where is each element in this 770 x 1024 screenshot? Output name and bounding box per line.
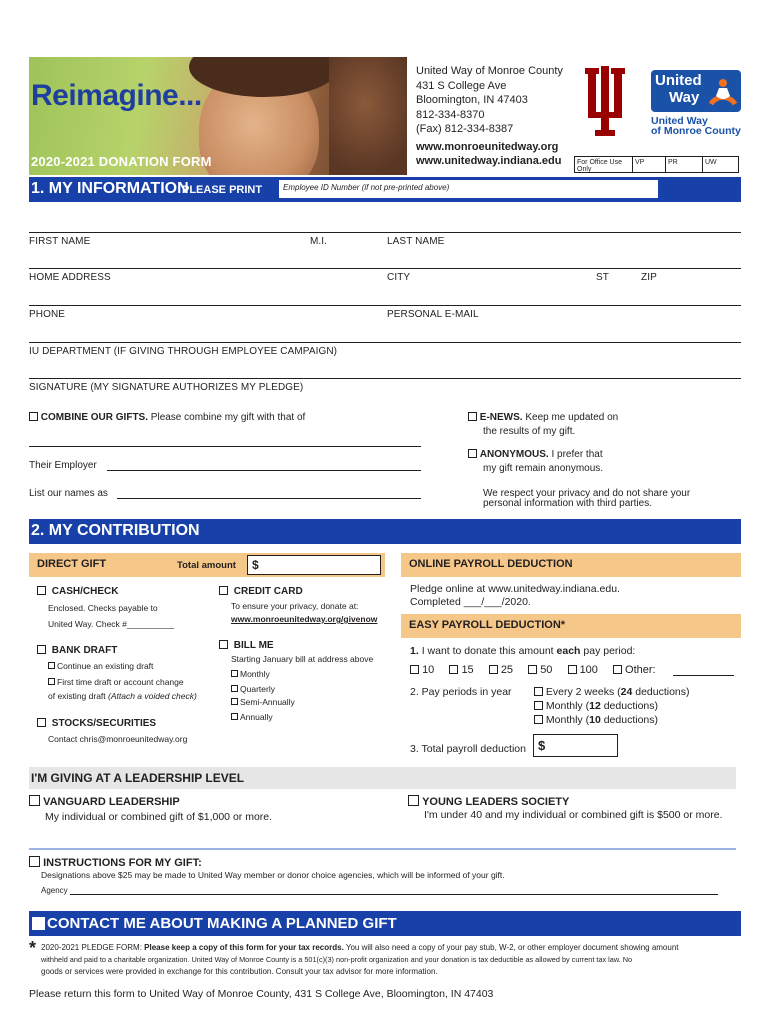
- step1-each: each: [556, 645, 581, 657]
- planned-gift-bar: [29, 911, 741, 936]
- agency-line[interactable]: [70, 894, 718, 895]
- section2-header: [29, 519, 741, 544]
- period-24-b: 24: [620, 686, 633, 698]
- header-photo: [29, 57, 407, 175]
- amount-15-label: 15: [461, 664, 474, 676]
- divider-signature: [29, 378, 741, 379]
- bill-monthly-text: Monthly: [240, 669, 270, 679]
- anonymous-option[interactable]: [468, 449, 603, 460]
- section1-title: 1. MY INFORMATION: [31, 180, 189, 197]
- office-vp[interactable]: VP: [633, 157, 666, 172]
- amount-other-line[interactable]: [673, 675, 734, 676]
- credit-card-checkbox[interactable]: [219, 586, 228, 595]
- total-payroll-field[interactable]: [533, 734, 618, 757]
- step1-text: [410, 645, 635, 657]
- uw-caption-1: United Way: [651, 115, 708, 127]
- period-10[interactable]: [534, 714, 658, 726]
- step2-label: 2. Pay periods in year: [410, 686, 512, 698]
- amount-25-label: 25: [500, 664, 514, 676]
- total-amount-dollar: $: [252, 558, 259, 572]
- amount-50[interactable]: [528, 664, 552, 676]
- anonymous-text: I prefer that: [551, 449, 603, 460]
- divider-dept: [29, 342, 741, 343]
- footnote-prefix: 2020-2021 PLEDGE FORM:: [41, 943, 142, 952]
- cash-check-text-2: United Way. Check #__________: [48, 619, 175, 629]
- period-12[interactable]: [534, 700, 658, 712]
- adult-figure: [329, 57, 407, 175]
- divider-address: [29, 268, 741, 269]
- vanguard-label: VANGUARD LEADERSHIP: [43, 796, 180, 808]
- young-leaders-text: I'm under 40 and my individual or combined gift is $500 or more.: [424, 809, 723, 821]
- vanguard-text: My individual or combined gift of $1,000 or more.: [45, 811, 273, 823]
- agency-label: Agency: [41, 886, 68, 895]
- footnote-line-3: goods or services were provided in exchange for this contribution. Consult your tax advisor for more information.: [41, 967, 438, 976]
- enews-text-2: the results of my gift.: [483, 426, 576, 437]
- enews-text: Keep me updated on: [525, 412, 619, 423]
- phone-field[interactable]: PHONE: [29, 309, 66, 320]
- bank-continue-text: Continue an existing draft: [57, 661, 154, 671]
- period-12-checkbox[interactable]: [534, 701, 543, 710]
- step3-label: 3. Total payroll deduction: [410, 743, 526, 755]
- stocks-checkbox[interactable]: [37, 718, 46, 727]
- org-fax: (Fax) 812-334-8387: [416, 123, 514, 135]
- uw-logo-text-2: Way: [669, 89, 700, 106]
- state-field[interactable]: ST: [596, 272, 609, 283]
- credit-card-option[interactable]: [219, 586, 303, 597]
- org-address-block: [416, 64, 563, 169]
- bill-me-text: Starting January bill at address above: [231, 654, 374, 664]
- amount-50-label: 50: [540, 664, 553, 676]
- bill-opt-semiannual[interactable]: [231, 697, 295, 707]
- total-amount-label: Total amount: [177, 560, 236, 571]
- instructions-checkbox[interactable]: [29, 856, 40, 867]
- leadership-divider: [29, 848, 736, 850]
- period-10-checkbox[interactable]: [534, 715, 543, 724]
- bill-annually-checkbox[interactable]: [231, 713, 238, 720]
- amount-25-checkbox[interactable]: [489, 665, 498, 674]
- bill-semiannual-text: Semi-Annually: [240, 697, 295, 707]
- first-name-field[interactable]: FIRST NAME: [29, 236, 91, 247]
- period-12-c: deductions): [600, 700, 658, 712]
- planned-gift-checkbox[interactable]: [32, 917, 45, 930]
- footnote-star: *: [29, 938, 37, 958]
- bill-me-label: BILL ME: [233, 640, 274, 651]
- total-amount-field[interactable]: [247, 555, 381, 575]
- amount-10[interactable]: [410, 664, 434, 676]
- footnote-line-2: withheld and paid to a charitable organization. United Way of Monroe County is a 501(c)(3) non-profit organization and your donation is tax deductible as allowed by current tax law. No: [41, 955, 633, 964]
- credit-card-label: CREDIT CARD: [233, 586, 303, 597]
- org-city: Bloomington, IN 47403: [416, 94, 528, 106]
- org-phone: 812-334-8370: [416, 108, 485, 121]
- bank-opt-continue[interactable]: [48, 661, 153, 671]
- uw-caption-2: of Monroe County: [651, 125, 741, 137]
- instructions-text: Designations above $25 may be made to United Way member or donor choice agencies, which will be informed of your gift.: [41, 870, 505, 880]
- iu-department-field[interactable]: IU DEPARTMENT (IF GIVING THROUGH EMPLOYEE CAMPAIGN): [29, 346, 338, 357]
- online-payroll-text-2: Completed ___/___/2020.: [410, 596, 531, 608]
- online-payroll-bar: [401, 553, 741, 577]
- step1-number: 1.: [410, 645, 419, 657]
- step1-text-b: pay period:: [583, 645, 636, 657]
- stocks-label: STOCKS/SECURITIES: [51, 718, 157, 729]
- employee-id-placeholder: Employee ID Number (if not pre-printed above): [283, 183, 450, 192]
- form-title: 2020-2021 DONATION FORM: [31, 154, 212, 169]
- bank-first-text: First time draft or account change: [57, 677, 184, 687]
- footnote-rest: You will also need a copy of your pay stub, W-2, or other employer document showing amount: [345, 943, 679, 952]
- combine-name-line[interactable]: [29, 446, 421, 447]
- online-payroll-text-1: Pledge online at www.unitedway.indiana.edu.: [410, 583, 620, 595]
- section2-title: 2. MY CONTRIBUTION: [31, 522, 200, 539]
- instructions-option[interactable]: [29, 856, 202, 869]
- easy-payroll-label: EASY PAYROLL DEDUCTION*: [409, 619, 566, 631]
- section1-subtitle: PLEASE PRINT: [182, 184, 263, 196]
- bank-voided-check-note: (Attach a voided check): [108, 691, 197, 701]
- bank-draft-checkbox[interactable]: [37, 645, 46, 654]
- office-uw[interactable]: UW: [705, 159, 717, 166]
- bank-first-checkbox[interactable]: [48, 678, 55, 685]
- combine-checkbox[interactable]: [29, 412, 38, 421]
- section1-header: [29, 177, 741, 202]
- org-street: 431 S College Ave: [416, 79, 507, 92]
- leadership-bar: [29, 767, 736, 789]
- office-use-box: [574, 156, 739, 173]
- period-24-a: Every 2 weeks (: [545, 686, 621, 698]
- uw-logo-text-1: United: [655, 72, 702, 89]
- privacy-line-1: We respect your privacy and do not share your: [483, 488, 691, 499]
- cash-check-label: CASH/CHECK: [51, 586, 119, 597]
- bill-me-checkbox[interactable]: [219, 640, 228, 649]
- anonymous-label: ANONYMOUS.: [479, 449, 549, 460]
- credit-card-link[interactable]: www.monroeunitedway.org/givenow: [231, 614, 378, 624]
- bank-opt-first[interactable]: [48, 677, 184, 687]
- bank-draft-label: BANK DRAFT: [51, 645, 118, 656]
- period-12-b: 12: [589, 700, 601, 712]
- young-leaders-label: YOUNG LEADERS SOCIETY: [422, 796, 570, 808]
- period-10-a: Monthly (: [545, 714, 590, 726]
- bill-opt-annually[interactable]: [231, 712, 273, 722]
- org-name: United Way of Monroe County: [416, 65, 563, 77]
- org-website[interactable]: www.monroeunitedway.org: [416, 140, 559, 153]
- vanguard-checkbox[interactable]: [29, 795, 40, 806]
- stocks-contact[interactable]: Contact chris@monroeunitedway.org: [48, 734, 188, 744]
- enews-label: E-NEWS.: [479, 412, 523, 423]
- online-payroll-label: ONLINE PAYROLL DEDUCTION: [409, 558, 573, 570]
- period-10-b: 10: [589, 714, 601, 726]
- bill-annually-text: Annually: [240, 712, 273, 722]
- their-employer-label: Their Employer: [29, 460, 97, 471]
- united-way-logo: [651, 70, 741, 112]
- signature-field[interactable]: SIGNATURE (MY SIGNATURE AUTHORIZES MY PLEDGE): [29, 382, 304, 393]
- amount-10-checkbox[interactable]: [410, 665, 419, 674]
- divider-phone: [29, 305, 741, 306]
- privacy-line-2: personal information with third parties.: [483, 498, 652, 509]
- bill-quarterly-text: Quarterly: [240, 684, 275, 694]
- combine-gifts-option[interactable]: [29, 412, 305, 423]
- list-names-line[interactable]: [117, 498, 421, 499]
- bill-semiannual-checkbox[interactable]: [231, 698, 238, 705]
- last-name-field[interactable]: LAST NAME: [387, 236, 445, 247]
- bank-continue-checkbox[interactable]: [48, 662, 55, 669]
- iu-logo: [577, 62, 633, 136]
- vanguard-option[interactable]: [29, 795, 180, 808]
- instructions-title: INSTRUCTIONS FOR MY GIFT:: [43, 857, 202, 869]
- bill-opt-quarterly[interactable]: [231, 684, 275, 694]
- young-leaders-option[interactable]: [408, 795, 569, 808]
- footnote-line-1: [41, 943, 679, 952]
- period-24-checkbox[interactable]: [534, 687, 543, 696]
- list-names-label: List our names as: [29, 488, 108, 499]
- zip-field[interactable]: ZIP: [641, 272, 657, 283]
- office-use-label: For Office Use Only: [575, 157, 633, 172]
- direct-gift-bar: [29, 553, 385, 577]
- young-leaders-checkbox[interactable]: [408, 795, 419, 806]
- planned-gift-title: CONTACT ME ABOUT MAKING A PLANNED GIFT: [47, 915, 397, 932]
- cash-check-checkbox[interactable]: [37, 586, 46, 595]
- enews-option[interactable]: [468, 412, 618, 423]
- easy-payroll-bar: [401, 614, 741, 638]
- period-24[interactable]: [534, 686, 690, 698]
- city-field[interactable]: CITY: [387, 272, 411, 283]
- amount-100-label: 100: [579, 664, 598, 676]
- bank-opt-first-2: [48, 691, 197, 701]
- iu-website[interactable]: www.unitedway.indiana.edu: [416, 155, 562, 167]
- combine-text: Please combine my gift with that of: [150, 412, 306, 423]
- employee-id-field[interactable]: [279, 180, 658, 198]
- amount-50-checkbox[interactable]: [528, 665, 537, 674]
- email-field[interactable]: PERSONAL E-MAIL: [387, 309, 479, 320]
- amount-100-checkbox[interactable]: [568, 665, 577, 674]
- bill-me-option[interactable]: [219, 640, 274, 651]
- bank-draft-option[interactable]: [37, 645, 117, 656]
- bill-opt-monthly[interactable]: [231, 669, 270, 679]
- bill-quarterly-checkbox[interactable]: [231, 685, 238, 692]
- amount-25[interactable]: [489, 664, 513, 676]
- office-pr[interactable]: PR: [666, 157, 703, 172]
- amount-other-checkbox[interactable]: [613, 665, 622, 674]
- amount-100[interactable]: [568, 664, 598, 676]
- bill-monthly-checkbox[interactable]: [231, 670, 238, 677]
- anonymous-checkbox[interactable]: [468, 449, 477, 458]
- headline: Reimagine...: [31, 79, 202, 112]
- step1-text-a: I want to donate this amount: [421, 645, 554, 657]
- total-payroll-dollar: $: [538, 738, 546, 753]
- footnote-bold: Please keep a copy of this form for your tax records.: [144, 943, 344, 952]
- amount-options: [410, 664, 656, 676]
- amount-other[interactable]: [613, 664, 656, 676]
- divider-name: [29, 232, 741, 233]
- period-12-a: Monthly (: [545, 700, 590, 712]
- combine-label: COMBINE OUR GIFTS.: [40, 412, 149, 423]
- amount-15[interactable]: [449, 664, 473, 676]
- bank-first-text-2: of existing draft: [48, 691, 106, 701]
- amount-10-label: 10: [422, 664, 435, 676]
- credit-card-text: To ensure your privacy, donate at:: [231, 601, 359, 611]
- leadership-title: I'M GIVING AT A LEADERSHIP LEVEL: [31, 771, 245, 785]
- return-instructions: Please return this form to United Way of Monroe County, 431 S College Ave, Bloomington, IN 47403: [29, 988, 494, 1000]
- cash-check-text-1: Enclosed. Checks payable to: [48, 603, 158, 613]
- period-10-c: deductions): [600, 714, 658, 726]
- amount-15-checkbox[interactable]: [449, 665, 458, 674]
- stocks-option[interactable]: [37, 718, 156, 729]
- uw-hand-icon: [707, 74, 739, 108]
- amount-other-label: Other:: [625, 664, 656, 676]
- cash-check-option[interactable]: [37, 586, 118, 597]
- enews-checkbox[interactable]: [468, 412, 477, 421]
- their-employer-line[interactable]: [107, 470, 421, 471]
- home-address-field[interactable]: HOME ADDRESS: [29, 272, 111, 283]
- anonymous-text-2: my gift remain anonymous.: [483, 463, 604, 474]
- direct-gift-label: DIRECT GIFT: [37, 558, 107, 570]
- mi-field[interactable]: M.I.: [310, 236, 328, 247]
- period-24-c: deductions): [632, 686, 690, 698]
